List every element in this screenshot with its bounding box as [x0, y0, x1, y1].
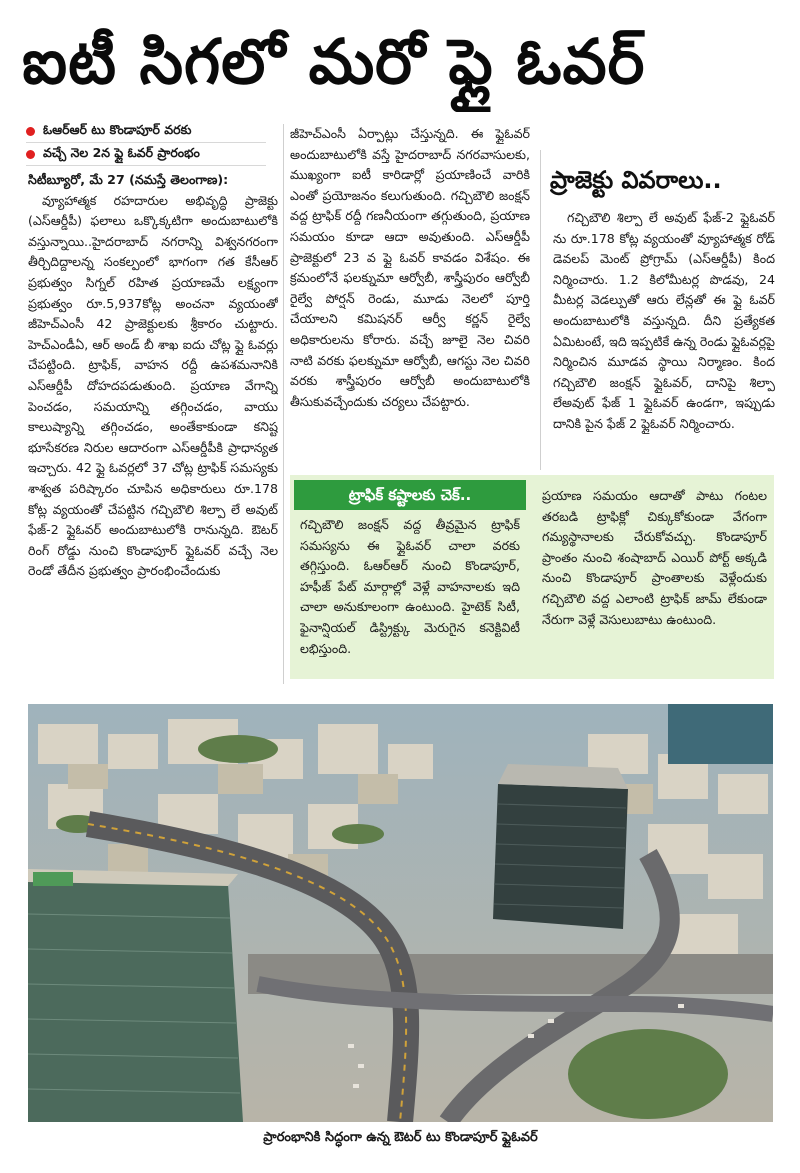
- highlight-box-title: ట్రాఫిక్ కష్టాలకు చెక్..: [294, 480, 526, 510]
- article-paragraph: గచ్చిబౌలి శిల్పా లే అవుట్ ఫేజ్-2 ఫ్లైఓవర్ ను రూ.178 కోట్ల వ్యయంతో వ్యూహాత్మక రోడ్ డెవలప్ మెంట్ ప్రోగ్రామ్ (ఎస్ఆర్డీపీ) కింద నిర్మించారు. 1.2 కిలోమీటర్ల పొడవు, 24 మీటర్ల వెడల్పుతో ఆరు లేన్లతో ఈ ఫ్లై ఓవర్ అందుబాటులోకి వస్తున్నది. దీని ప్రత్యేకత ఏమిటంటే, ఇది ఇప్పటికే ఉన్న రెండు ఫ్లైఓవర్లపై నిర్మించిన మూడవ స్థాయి నిర్మాణం. కింద గచ్చిబౌలి జంక్షన్ ఫ్లైఓవర్, దానిపై శిల్పా లేఅవుట్ ఫేజ్ 1 ఫ్లైఓవర్ ఉండగా, ఇప్పుడు దానికి పైన ఫేజ్ 2 ఫ్లైఓవర్ నిర్మించారు.: [553, 210, 775, 431]
- article-column-1: [28, 170, 278, 690]
- highlight-column-2: [542, 486, 767, 676]
- photo-caption: ప్రారంభానికి సిద్ధంగా ఉన్న ఔటర్ టు కొండాపూర్ ఫ్లైఓవర్: [263, 1130, 538, 1145]
- column-divider: [540, 150, 541, 470]
- dateline: సిటీబ్యూరో, మే 27 (నమస్తే తెలంగాణ):: [28, 172, 229, 187]
- article-paragraph: వ్యూహాత్మక రహదారుల అభివృద్ధి ప్రాజెక్టు (ఎస్ఆర్డీపీ) ఫలాలు ఒక్కొక్కటిగా అందుబాటులోకి వస్తున్నాయి..హైదరాబాద్ నగరాన్ని విశ్వనగరంగా తీర్చిదిద్దాలన్న సంకల్పంలో భాగంగా గత కేసీఆర్ ప్రభుత్వం సిగ్నల్ రహిత ప్రయాణమే లక్ష్యంగా ప్రభుత్వం రూ.5,937కోట్ల అంచనా వ్యయంతో జీహెచ్ఎంసీ 42 ప్రాజెక్టులకు శ్రీకారం చుట్టారు. హెచ్ఎండీఏ, ఆర్ అండ్ బీ శాఖ ఐదు చోట్ల ఫ్లై ఓవర్లు చేపట్టింది. ట్రాఫిక్, వాహన రద్దీ ఉపశమనానికి ఎస్ఆర్డీపీ దోహదపడుతుంది. ప్రయాణ వేగాన్ని పెంచడం, సమయాన్ని తగ్గించడం, వాయు కాలుష్యాన్ని తగ్గించడం, అంతేకాకుండా కనిష్ట భూసేకరణ నిరుల ఆదారంగా ఎస్ఆర్డీపీకి ప్రాధాన్యత ఇచ్చారు. 42 ఫ్లై ఓవర్లలో 37 చోట్ల ట్రాఫిక్ సమస్యకు శాశ్వత పరిష్కారం చూపిన అధికారులు రూ.178 కోట్ల వ్యయంతో చేపట్టిన గచ్చిబౌలి శిల్పా లే అవుట్ ఫేజ్-2 ఫ్లైఓవర్ అందుబాటులోకి రానున్నది. ఔటర్ రింగ్ రోడ్డు నుంచి కొండాపూర్ ఫ్లైఓవర్ వచ్చే నెల రెండో తేదీన ప్రభుత్వం ప్రారంభించేందుకు: [28, 192, 278, 579]
- highlight-column-1: [300, 515, 520, 675]
- article-paragraph: జీహెచ్ఎంసీ ఏర్పాట్లు చేస్తున్నది. ఈ ఫ్లైఓవర్ అందుబాటులోకి వస్తే హైదరాబాద్ నగరవాసులకు, ముఖ్యంగా ఐటీ కారిడార్లో ప్రయాణించే వారికి ఎంతో ప్రయోజనం కలుగుతుంది. గచ్చిబౌలి జంక్షన్ వద్ద ట్రాఫిక్ రద్దీ గణనీయంగా తగ్గుతుంది, ప్రయాణ సమయం కూడా ఆదా అవుతుంది. ఎస్ఆర్డీపీ ప్రాజెక్టులో 23 వ ఫ్లై ఓవర్ కావడం విశేషం. ఈ క్రమంలోనే ఫలక్నుమా ఆర్వోబీ, శాస్త్రీపురం ఆర్వోబీ రైల్వే పోర్షన్ రెండు, మూడు నెలలో పూర్తి చేయాలని కమిషనర్ ఆర్వీ కర్ణన్ రైల్వే అధికారులను కోరారు. వచ్చే జూలై నెల చివరి నాటి వరకు ఫలక్నుమా ఆర్వోబీ, ఆగస్టు నెల చివరి వరకు శాస్త్రీపురం ఆర్వోబీ అందుబాటులోకి తీసుకువచ్చేందుకు చర్యలు చేపట్టారు.: [290, 126, 530, 409]
- subhead-bullets: [26, 120, 266, 166]
- red-bullet-icon: [26, 127, 35, 136]
- subhead-bullet-text: వచ్చే నెల 2న ఫ్లై ఓవర్ ప్రారంభం: [43, 144, 200, 160]
- section-title: ప్రాజెక్టు వివరాలు..: [550, 166, 722, 194]
- subhead-bullet-text: ఓఆర్ఆర్ టు కొండాపూర్ వరకు: [43, 121, 192, 137]
- subhead-bullet: [26, 120, 266, 143]
- flyover-photo-illustration: [28, 704, 773, 1122]
- article-paragraph: గచ్చిబౌలి జంక్షన్ వద్ద తీవ్రమైన ట్రాఫిక్ సమస్యను ఈ ఫ్లైఓవర్ చాలా వరకు తగ్గిస్తుంది. ఓఆర్ఆర్ నుంచి కొండాపూర్, హఫీజ్ పేట్ మార్గాల్లో వెళ్లే వాహనాలకు ఇది చాలా అనుకూలంగా ఉంటుంది. హైటెక్ సిటీ, ఫైనాన్షియల్ డిస్ట్రిక్ట్కు మెరుగైన కనెక్టివిటీ లభిస్తుంది.: [300, 517, 520, 656]
- article-column-2: [290, 124, 530, 464]
- subhead-bullet: [26, 143, 266, 166]
- column-divider: [283, 124, 284, 684]
- article-paragraph: ప్రయాణ సమయం ఆదాతో పాటు గంటల తరబడి ట్రాఫిక్లో చిక్కుకోకుండా వేగంగా గమ్యస్థానాలకు చేరుకోవచ్చు. కొండాపూర్ ప్రాంతం నుంచి శంషాబాద్ ఎయిర్ పోర్ట్ అక్కడి నుంచి కొండాపూర్ ప్రాంతాలకు వెళ్లేందుకు గచ్చిబౌలి వద్ద ఎలాంటి ట్రాఫిక్ జామ్ లేకుండా నేరుగా వెళ్లే వెసులుబాటు ఉంటుంది.: [542, 488, 767, 627]
- headline: ఐటీ సిగలో మరో ఫ్లై ఓవర్: [22, 25, 646, 98]
- flyover-aerial-photo: [28, 704, 773, 1122]
- article-column-3: [553, 208, 775, 470]
- red-bullet-icon: [26, 150, 35, 159]
